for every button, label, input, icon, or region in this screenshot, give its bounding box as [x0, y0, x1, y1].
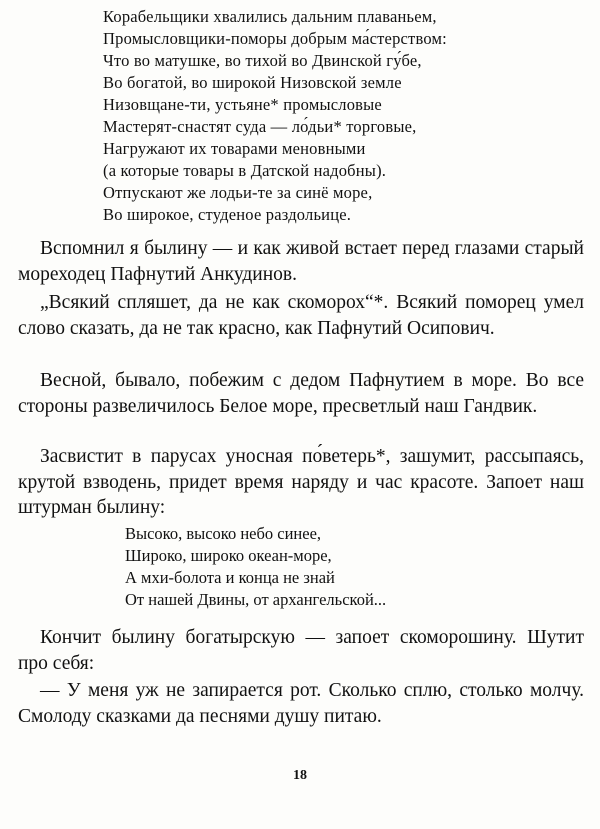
poem-top-line: Мастерят-снастят суда — ло́дьи* торговые,	[103, 117, 417, 136]
poem-top-line: Корабельщики хвалились дальним плаваньем,	[103, 7, 437, 26]
paragraph-text: „Всякий спляшет, да не как скоморох“*. Всякий поморец умел слово сказать, да не так красно, как Пафнутий Осипович.	[18, 292, 584, 339]
paragraph-text: Весной, бывало, побежим с дедом Пафнутием в море. Во все стороны развеличилось Белое море, пресветлый наш Гандвик.	[18, 370, 584, 417]
paragraph-text: — У меня уж не запирается рот. Сколько сплю, столько молчу. Смолоду сказками да песнями душу питаю.	[18, 680, 584, 727]
paragraph-text: Засвистит в парусах уносная по́ветерь*, зашумит, рассыпаясь, крутой взводень, придет время наряду и час красоте. Запоет наш штурман былину:	[18, 446, 584, 518]
paragraph-6	[18, 678, 584, 736]
poem-middle-line: От нашей Двины, от архангельской...	[125, 590, 387, 609]
poem-middle-line: Широко, широко океан-море,	[125, 546, 332, 565]
paragraph-text: Вспомнил я былину — и как живой встает перед глазами старый мореходец Пафнутий Анкудинов.	[18, 238, 584, 285]
paragraph-4	[18, 444, 584, 528]
paragraph-2	[18, 290, 584, 348]
poem-top-line: Нагружают их товарами меновными	[103, 139, 366, 158]
poem-top-line: (а которые товары в Датской надобны).	[103, 161, 387, 180]
poem-top-line: Что во матушке, во тихой во Двинской гу́бе,	[103, 51, 422, 70]
poem-top-line: Промысловщики-поморы добрым ма́стерством:	[103, 29, 447, 48]
paragraph-text: Кончит былину богатырскую — запоет скоморошину. Шутит про себя:	[18, 627, 584, 674]
poem-middle	[125, 523, 545, 611]
poem-top-line: Во широкое, студеное раздольице.	[103, 205, 352, 224]
poem-top-line: Во богатой, во широкой Низовской земле	[103, 73, 402, 92]
paragraph-3	[18, 368, 584, 426]
poem-middle-line: А мхи-болота и конца не знай	[125, 568, 335, 587]
poem-top	[103, 6, 573, 226]
paragraph-5	[18, 625, 584, 683]
poem-top-line: Низовщане-ти, устьяне* промысловые	[103, 95, 382, 114]
page-number: 18	[293, 768, 307, 783]
poem-middle-line: Высоко, высоко небо синее,	[125, 524, 322, 543]
poem-top-line: Отпускают же лодьи-те за синё море,	[103, 183, 373, 202]
paragraph-1	[18, 236, 584, 294]
